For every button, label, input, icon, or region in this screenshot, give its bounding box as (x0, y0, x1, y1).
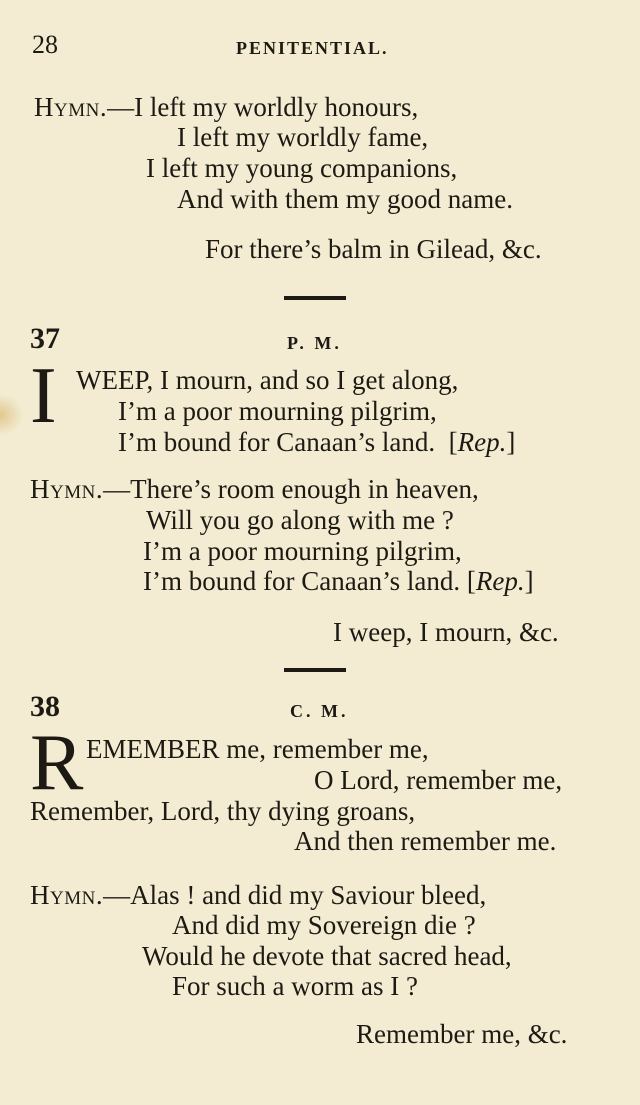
verse-line: And then remember me. (294, 826, 557, 856)
hymn-line: Hymn.—Alas ! and did my Saviour bleed, (30, 880, 487, 910)
dash: — (107, 92, 135, 122)
repeat-mark: Rep. (475, 566, 525, 596)
hymn-line: And did my Sovereign die ? (172, 910, 476, 940)
hymn-line: And with them my good name. (177, 184, 513, 214)
page-number: 28 (32, 30, 58, 59)
hymn-line: I’m bound for Canaan’s land. [Rep.] (143, 566, 534, 596)
hymn-line: Will you go along with me ? (146, 505, 454, 535)
hymn-line: Would he devote that sacred head, (142, 941, 512, 971)
hymn-label: Hymn. (34, 92, 108, 122)
hymn-label: Hymn. (30, 880, 104, 910)
hymn-label: Hymn. (30, 474, 104, 504)
section-rule (284, 296, 346, 300)
repeat-mark: Rep. (457, 427, 507, 457)
meter-label: C. M. (290, 701, 349, 721)
section-rule (284, 668, 346, 672)
verse-line: O Lord, remember me, (314, 765, 563, 795)
refrain-line: Remember me, &c. (356, 1019, 568, 1049)
page-stain (0, 395, 22, 435)
hymn-line: Hymn.—I left my worldly honours, (34, 92, 419, 122)
hymn-line: I left my young companions, (146, 153, 458, 183)
drop-cap: I (30, 352, 57, 440)
hymn-number: 37 (30, 322, 60, 355)
verse-line: EMEMBER me, remember me, (86, 734, 429, 764)
hymn-number: 38 (30, 690, 60, 723)
refrain-line: For there’s balm in Gilead, &c. (205, 234, 542, 264)
verse-line: WEEP, I mourn, and so I get along, (76, 365, 459, 395)
verse-line: I’m bound for Canaan’s land. [Rep.] (118, 427, 516, 457)
meter-label: P. M. (287, 333, 342, 353)
verse-line: I’m a poor mourning pilgrim, (118, 396, 437, 426)
refrain-line: I weep, I mourn, &c. (333, 617, 559, 647)
verse-line: Remember, Lord, thy dying groans, (30, 796, 416, 826)
hymn-line: I’m a poor mourning pilgrim, (143, 536, 462, 566)
hymn-line: For such a worm as I ? (172, 971, 418, 1001)
dash: — (103, 880, 131, 910)
dash: — (103, 474, 131, 504)
hymn-line: Hymn.—There’s room enough in heaven, (30, 474, 479, 504)
hymn-line: I left my worldly fame, (177, 122, 429, 152)
running-title: PENITENTIAL. (236, 38, 389, 58)
drop-cap: R (30, 719, 84, 807)
